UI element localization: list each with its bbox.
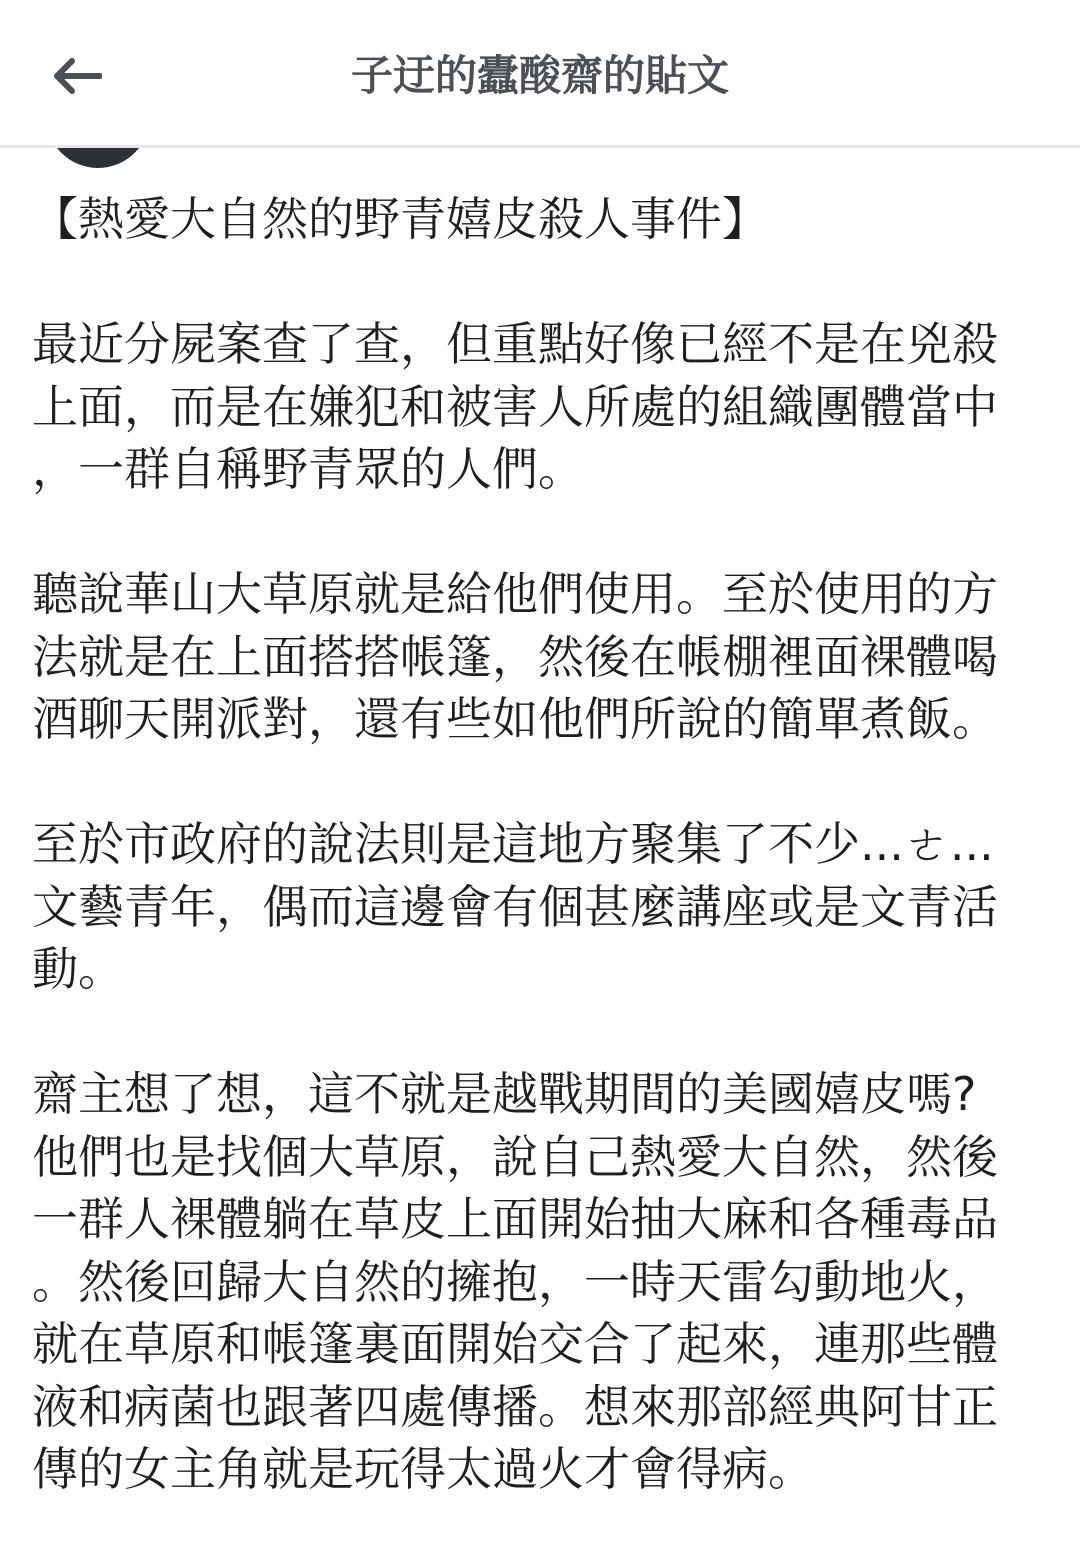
arrow-left-icon xyxy=(50,56,102,96)
post-line: 動。 xyxy=(32,942,124,996)
post-line: 他們也是找個大草原，說自己熱愛大自然，然後 xyxy=(32,1129,998,1184)
post-line: 文藝青年，偶而這邊會有個甚麼講座或是文青活 xyxy=(32,879,998,934)
post-line: 液和病菌也跟著四處傳播。想來那部經典阿甘正 xyxy=(32,1379,998,1434)
post-line: 至於市政府的說法則是這地方聚集了不少...ㄜ... xyxy=(32,817,994,871)
post-line: 。然後回歸大自然的擁抱，一時天雷勾動地火， xyxy=(32,1254,998,1309)
post-line: 法就是在上面搭搭帳篷，然後在帳棚裡面裸體喝 xyxy=(32,629,998,684)
back-button[interactable] xyxy=(40,44,112,108)
post-line: ，一群自稱野青眾的人們。 xyxy=(32,442,584,496)
page-title: 子迂的蠹酸齋的貼文 xyxy=(350,51,729,100)
post-line: 上面，而是在嫌犯和被害人所處的組織團體當中 xyxy=(32,379,998,434)
post-line: 就在草原和帳篷裏面開始交合了起來，連那些體 xyxy=(32,1317,998,1371)
post-line: 齋主想了想，這不就是越戰期間的美國嬉皮嗎? xyxy=(32,1067,977,1121)
post-title: 【熱愛大自然的野青嬉皮殺人事件】 xyxy=(32,192,768,246)
post-line: 酒聊天開派對，還有些如他們所說的簡單煮飯。 xyxy=(32,692,998,746)
post-body xyxy=(32,188,1032,1501)
post-paragraph xyxy=(32,563,1032,751)
post-line: 傳的女主角就是玩得太過火才會得病。 xyxy=(32,1442,814,1496)
post-paragraph xyxy=(32,313,1032,501)
post-line: 最近分屍案查了查，但重點好像已經不是在兇殺 xyxy=(32,317,998,371)
top-app-bar xyxy=(0,0,1080,148)
post-line: 一群人裸體躺在草皮上面開始抽大麻和各種毒品 xyxy=(32,1192,998,1246)
post-paragraph xyxy=(32,1063,1032,1501)
post-line: 聽說華山大草原就是給他們使用。至於使用的方 xyxy=(32,567,998,621)
post-paragraph xyxy=(32,813,1032,1001)
